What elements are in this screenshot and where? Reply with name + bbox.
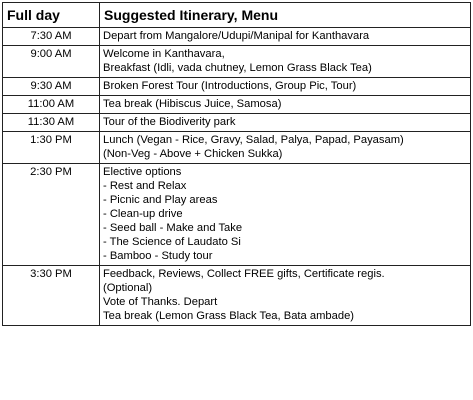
header-suggested-itinerary: Suggested Itinerary, Menu <box>100 3 471 28</box>
activity-line: Broken Forest Tour (Introductions, Group Pic, Tour) <box>103 80 357 92</box>
activity-line: Breakfast (Idli, vada chutney, Lemon Grass Black Tea) <box>103 62 372 74</box>
row-time: 9:00 AM <box>3 46 100 78</box>
header-full-day: Full day <box>3 3 100 28</box>
activity-line: Vote of Thanks. Depart <box>103 296 218 308</box>
table-row <box>3 46 471 78</box>
table-row <box>3 28 471 46</box>
activity-line: Tea break (Lemon Grass Black Tea, Bata ambade) <box>103 310 355 322</box>
activity-line: Elective options <box>103 166 182 178</box>
row-activity <box>100 78 471 96</box>
activity-line: - Clean-up drive <box>103 208 183 220</box>
row-time: 3:30 PM <box>3 266 100 326</box>
activity-line: - The Science of Laudato Si <box>103 236 241 248</box>
activity-line: - Seed ball - Make and Take <box>103 222 243 234</box>
table-row <box>3 96 471 114</box>
row-time: 2:30 PM <box>3 164 100 266</box>
activity-line: Lunch (Vegan - Rice, Gravy, Salad, Palya, Papad, Payasam) <box>103 134 404 146</box>
activity-line: Feedback, Reviews, Collect FREE gifts, Certificate regis. <box>103 268 385 280</box>
row-time: 11:00 AM <box>3 96 100 114</box>
row-activity <box>100 96 471 114</box>
activity-line: Welcome in Kanthavara, <box>103 48 225 60</box>
row-activity <box>100 28 471 46</box>
row-activity <box>100 266 471 326</box>
table-row <box>3 78 471 96</box>
itinerary-table <box>2 2 471 326</box>
activity-line: - Bamboo - Study tour <box>103 250 213 262</box>
activity-line: Tea break (Hibiscus Juice, Samosa) <box>103 98 282 110</box>
row-activity <box>100 132 471 164</box>
table-row <box>3 132 471 164</box>
row-activity <box>100 46 471 78</box>
row-activity <box>100 114 471 132</box>
activity-line: (Optional) <box>103 282 153 294</box>
table-row <box>3 266 471 326</box>
row-time: 9:30 AM <box>3 78 100 96</box>
header-row <box>3 3 471 28</box>
row-time: 11:30 AM <box>3 114 100 132</box>
row-time: 1:30 PM <box>3 132 100 164</box>
activity-line: - Picnic and Play areas <box>103 194 218 206</box>
row-time: 7:30 AM <box>3 28 100 46</box>
activity-line: (Non-Veg - Above + Chicken Sukka) <box>103 148 283 160</box>
activity-line: Depart from Mangalore/Udupi/Manipal for Kanthavara <box>103 30 370 42</box>
table-row <box>3 164 471 266</box>
table-row <box>3 114 471 132</box>
row-activity <box>100 164 471 266</box>
activity-line: - Rest and Relax <box>103 180 187 192</box>
activity-line: Tour of the Biodiverity park <box>103 116 236 128</box>
